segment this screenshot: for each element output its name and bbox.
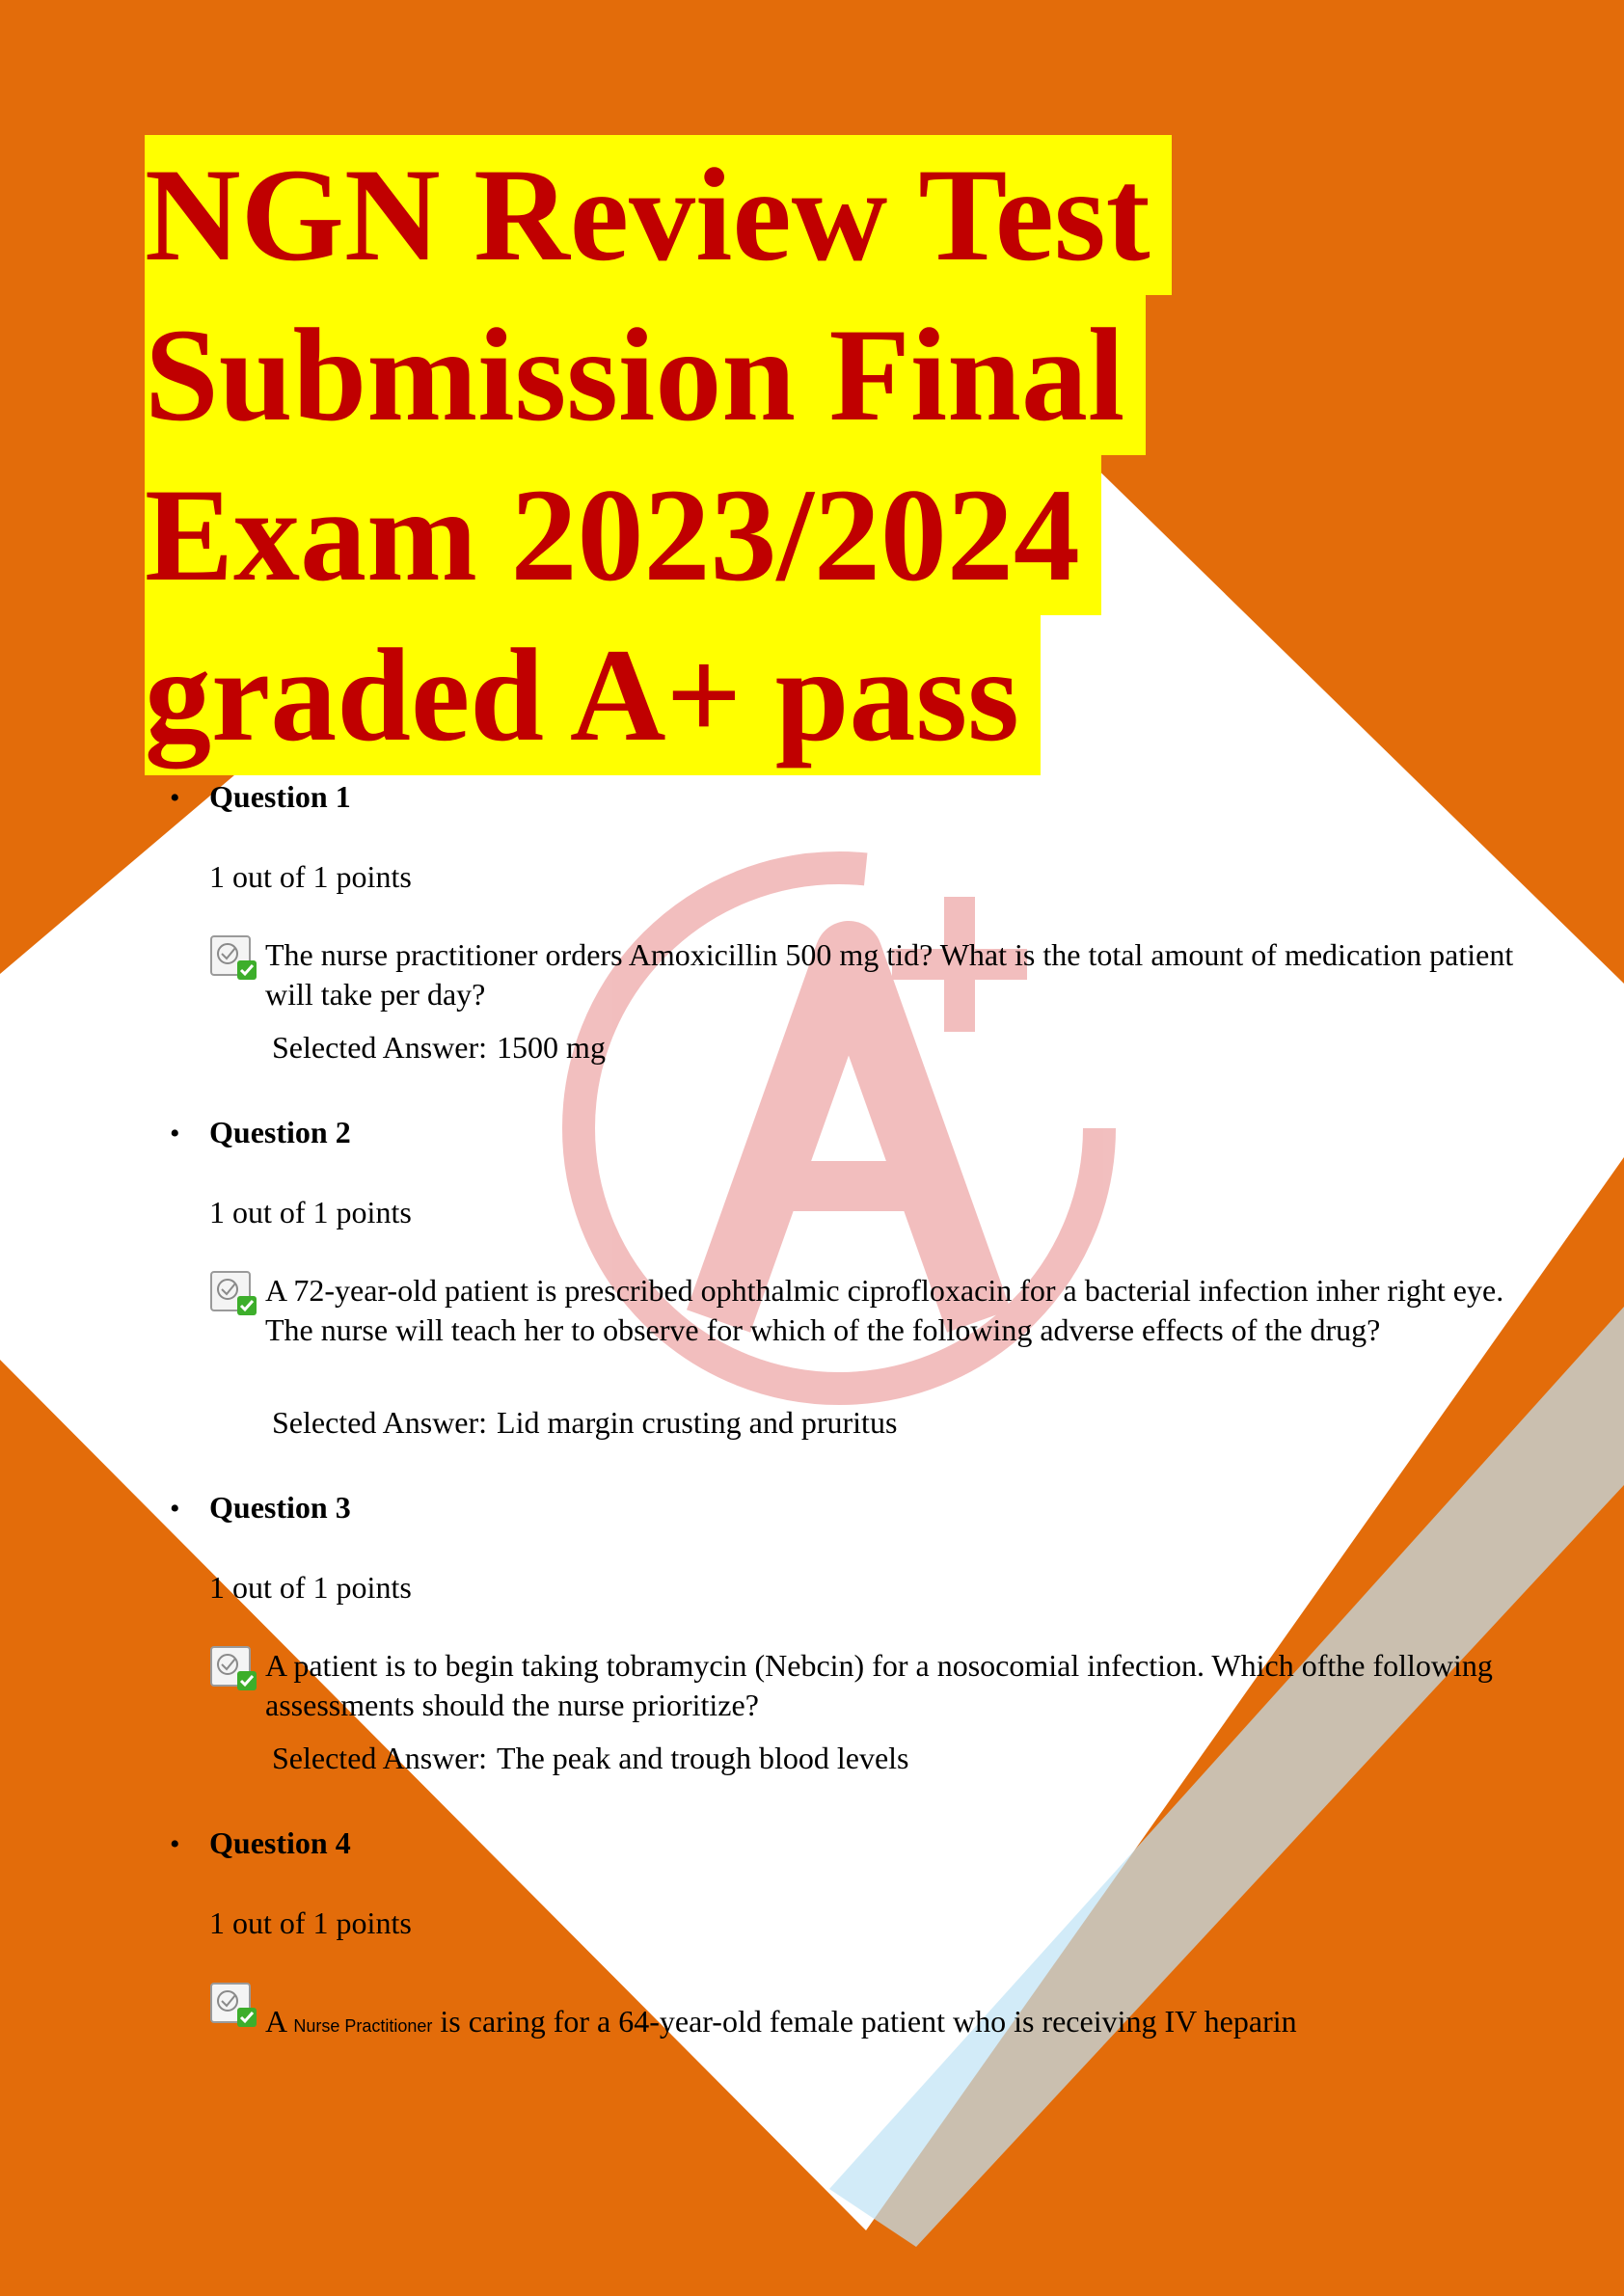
- question-1-heading: [170, 777, 351, 818]
- question-label: Question 4: [209, 1825, 351, 1860]
- question-1-text: The nurse practitioner orders Amoxicillin 500 mg tid? What is the total amount of medication patient will take per day?: [265, 937, 1514, 1012]
- question-3-heading: [170, 1488, 351, 1528]
- question-4-text-small: Nurse Practitioner: [293, 2016, 433, 2036]
- title-line-1: NGN Review Test: [145, 135, 1172, 295]
- question-3-text: A patient is to begin taking tobramycin (Nebcin) for a nosocomial infection. Which ofthe following assessments should the nurse prioritize?: [265, 1648, 1493, 1722]
- answer-label: Selected Answer:: [272, 1030, 488, 1065]
- question-4-text-end: is caring for a 64-year-old female patient who is receiving IV heparin: [440, 2004, 1297, 2039]
- correct-check-icon: [210, 1646, 260, 1694]
- question-2-selected-answer: [272, 1403, 897, 1442]
- question-1-selected-answer: [272, 1028, 606, 1067]
- question-label: Question 2: [209, 1115, 351, 1149]
- question-2-text: A 72-year-old patient is prescribed ophthalmic ciprofloxacin for a bacterial infection inher right eye. The nurse will teach her to observe for which of the following adverse effects of the drug?: [265, 1273, 1504, 1347]
- correct-check-icon: [210, 1271, 260, 1319]
- bullet: •: [170, 1828, 180, 1860]
- title-line-2: Submission Final: [145, 295, 1146, 455]
- title-line-3: Exam 2023/2024: [145, 455, 1101, 615]
- answer-value: Lid margin crusting and pruritus: [497, 1405, 898, 1440]
- question-3-selected-answer: [272, 1739, 908, 1777]
- question-4-text: [265, 2002, 1548, 2046]
- question-4-text-start: A: [265, 2004, 286, 2039]
- answer-label: Selected Answer:: [272, 1405, 488, 1440]
- question-4-heading: [170, 1823, 351, 1864]
- answer-value: 1500 mg: [497, 1030, 606, 1065]
- question-1-points: 1 out of 1 points: [209, 859, 412, 894]
- question-4-points: 1 out of 1 points: [209, 1905, 412, 1940]
- question-2-points: 1 out of 1 points: [209, 1195, 412, 1229]
- bullet: •: [170, 1118, 180, 1149]
- question-label: Question 1: [209, 779, 351, 814]
- bullet: •: [170, 782, 180, 814]
- question-label: Question 3: [209, 1490, 351, 1525]
- bullet: •: [170, 1493, 180, 1525]
- question-3-points: 1 out of 1 points: [209, 1570, 412, 1605]
- question-2-heading: [170, 1113, 351, 1153]
- answer-value: The peak and trough blood levels: [497, 1741, 909, 1775]
- correct-check-icon: [210, 935, 260, 984]
- title-line-4: graded A+ pass: [145, 615, 1041, 775]
- answer-label: Selected Answer:: [272, 1741, 488, 1775]
- correct-check-icon: [210, 1983, 260, 2031]
